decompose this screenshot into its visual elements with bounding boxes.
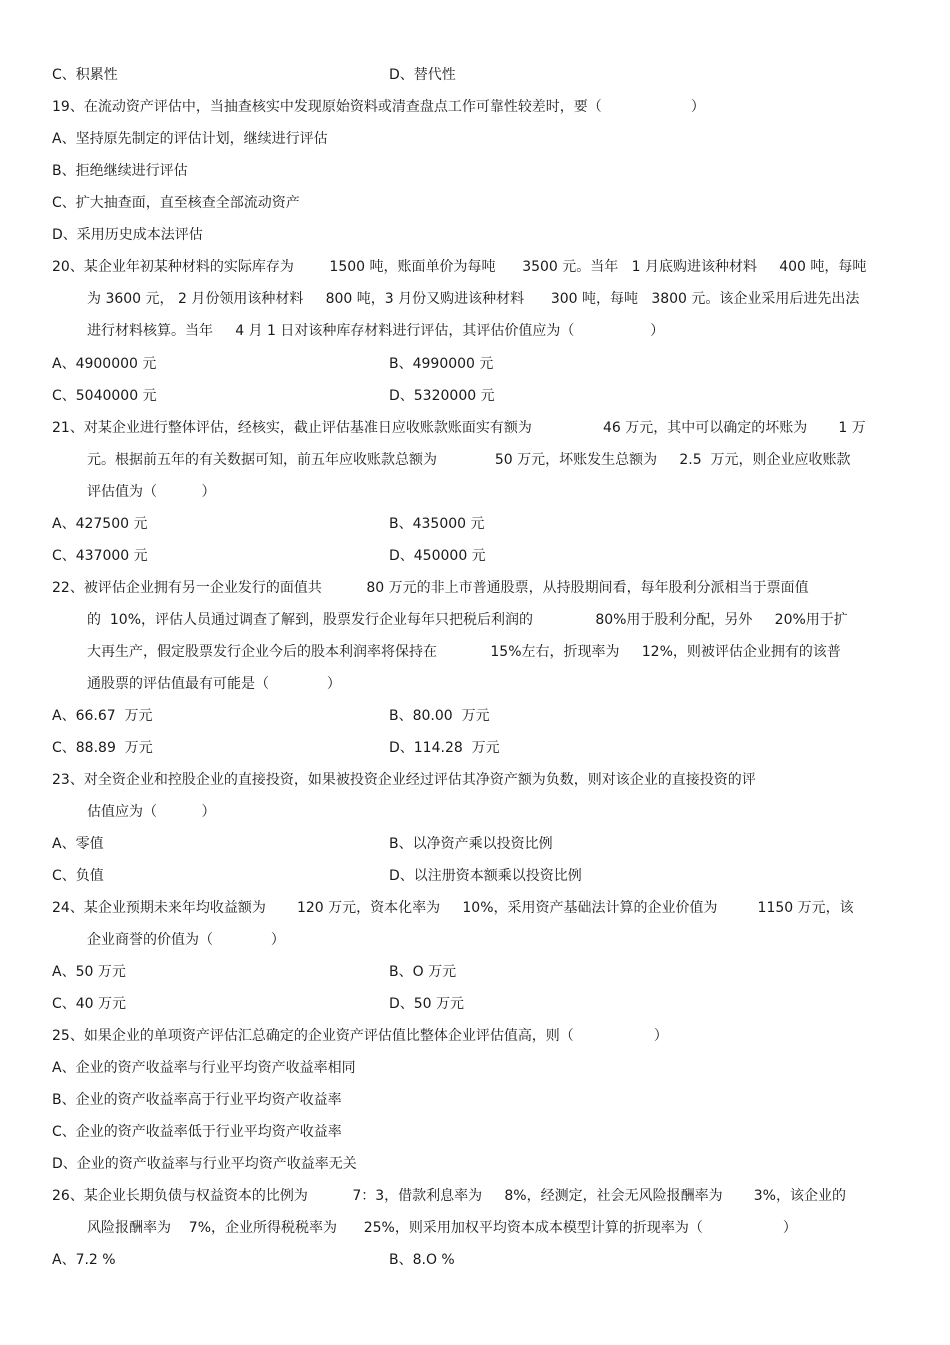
q23-option-c: C、负值 [52, 868, 104, 884]
q21-option-b: B、435000 元 [389, 516, 485, 532]
q24-option-d: D、50 万元 [389, 996, 465, 1012]
q19-option-b: B、拒绝继续进行评估 [52, 163, 188, 179]
q25-option-c: C、企业的资产收益率低于行业平均资产收益率 [52, 1124, 342, 1140]
q19-stem: 19、在流动资产评估中，当抽查核实中发现原始资料或清查盘点工作可靠性较差时，要（ ） [52, 99, 705, 115]
q19-option-c: C、扩大抽查面，直至核查全部流动资产 [52, 195, 300, 211]
q24-stem-line1: 24、某企业预期未来年均收益额为 120 万元，资本化率为 10%，采用资产基础法计算的企业价值为 1150 万元，该 [52, 900, 854, 916]
q24-option-c: C、40 万元 [52, 996, 127, 1012]
q20-stem-line3: 进行材料核算。当年 4 月 1 日对该种库存材料进行评估，其评估价值应为（ ） [87, 323, 665, 339]
q21-option-a: A、427500 元 [52, 516, 148, 532]
q23-stem-line2: 估值应为（ ） [87, 804, 216, 820]
q21-option-d: D、450000 元 [389, 548, 486, 564]
q18-option-c: C、积累性 [52, 67, 118, 83]
q26-stem-line1: 26、某企业长期负债与权益资本的比例为 7：3，借款利息率为 8%，经测定，社会无风险报酬率为 3%，该企业的 [52, 1188, 846, 1204]
q26-option-a: A、7.2 % [52, 1252, 116, 1268]
q23-option-a: A、零值 [52, 836, 104, 852]
q18-option-d: D、替代性 [389, 67, 456, 83]
q21-stem-line3: 评估值为（ ） [87, 484, 216, 500]
q20-option-a: A、4900000 元 [52, 356, 157, 372]
q24-option-b: B、O 万元 [389, 964, 457, 980]
q19-option-a: A、坚持原先制定的评估计划，继续进行评估 [52, 131, 328, 147]
q21-stem-line2: 元。根据前五年的有关数据可知，前五年应收账款总额为 50 万元，坏账发生总额为 2.5 万元，则企业应收账款 [87, 452, 851, 468]
q20-option-c: C、5040000 元 [52, 388, 157, 404]
q25-option-b: B、企业的资产收益率高于行业平均资产收益率 [52, 1092, 342, 1108]
q20-option-b: B、4990000 元 [389, 356, 494, 372]
q25-option-d: D、企业的资产收益率与行业平均资产收益率无关 [52, 1156, 357, 1172]
q22-option-b: B、80.00 万元 [389, 708, 490, 724]
q20-stem-line2: 为 3600 元， 2 月份领用该种材料 800 吨，3 月份又购进该种材料 300 吨，每吨 3800 元。该企业采用后进先出法 [87, 291, 860, 307]
q20-option-d: D、5320000 元 [389, 388, 495, 404]
q19-option-d: D、采用历史成本法评估 [52, 227, 203, 243]
q22-option-a: A、66.67 万元 [52, 708, 153, 724]
q22-option-c: C、88.89 万元 [52, 740, 153, 756]
q26-option-b: B、8.O % [389, 1252, 455, 1268]
q23-stem-line1: 23、对全资企业和控股企业的直接投资，如果被投资企业经过评估其净资产额为负数，则对该企业的直接投资的评 [52, 772, 756, 788]
q22-stem-line4: 通股票的评估值最有可能是（ ） [87, 676, 341, 692]
q25-option-a: A、企业的资产收益率与行业平均资产收益率相同 [52, 1060, 356, 1076]
q25-stem: 25、如果企业的单项资产评估汇总确定的企业资产评估值比整体企业评估值高，则（ ） [52, 1028, 668, 1044]
q20-stem-line1: 20、某企业年初某种材料的实际库存为 1500 吨，账面单价为每吨 3500 元。当年 1 月底购进该种材料 400 吨，每吨 [52, 259, 867, 275]
q24-stem-line2: 企业商誉的价值为（ ） [87, 932, 285, 948]
q24-option-a: A、50 万元 [52, 964, 126, 980]
q22-stem-line3: 大再生产，假定股票发行企业今后的股本利润率将保持在 15%左右，折现率为 12%，则被评估企业拥有的该普 [87, 644, 841, 660]
q26-stem-line2: 风险报酬率为 7%，企业所得税税率为 25%，则采用加权平均资本成本模型计算的折现率为（ ） [87, 1220, 797, 1236]
q22-option-d: D、114.28 万元 [389, 740, 500, 756]
q23-option-b: B、以净资产乘以投资比例 [389, 836, 553, 852]
q21-stem-line1: 21、对某企业进行整体评估，经核实，截止评估基准日应收账款账面实有额为 46 万元，其中可以确定的坏账为 1 万 [52, 420, 866, 436]
q23-option-d: D、以注册资本额乘以投资比例 [389, 868, 582, 884]
q21-option-c: C、437000 元 [52, 548, 148, 564]
q22-stem-line2: 的 10%，评估人员通过调查了解到，股票发行企业每年只把税后利润的 80%用于股利分配，另外 20%用于扩 [87, 612, 848, 628]
q22-stem-line1: 22、被评估企业拥有另一企业发行的面值共 80 万元的非上市普通股票，从持股期间看，每年股利分派相当于票面值 [52, 580, 809, 596]
